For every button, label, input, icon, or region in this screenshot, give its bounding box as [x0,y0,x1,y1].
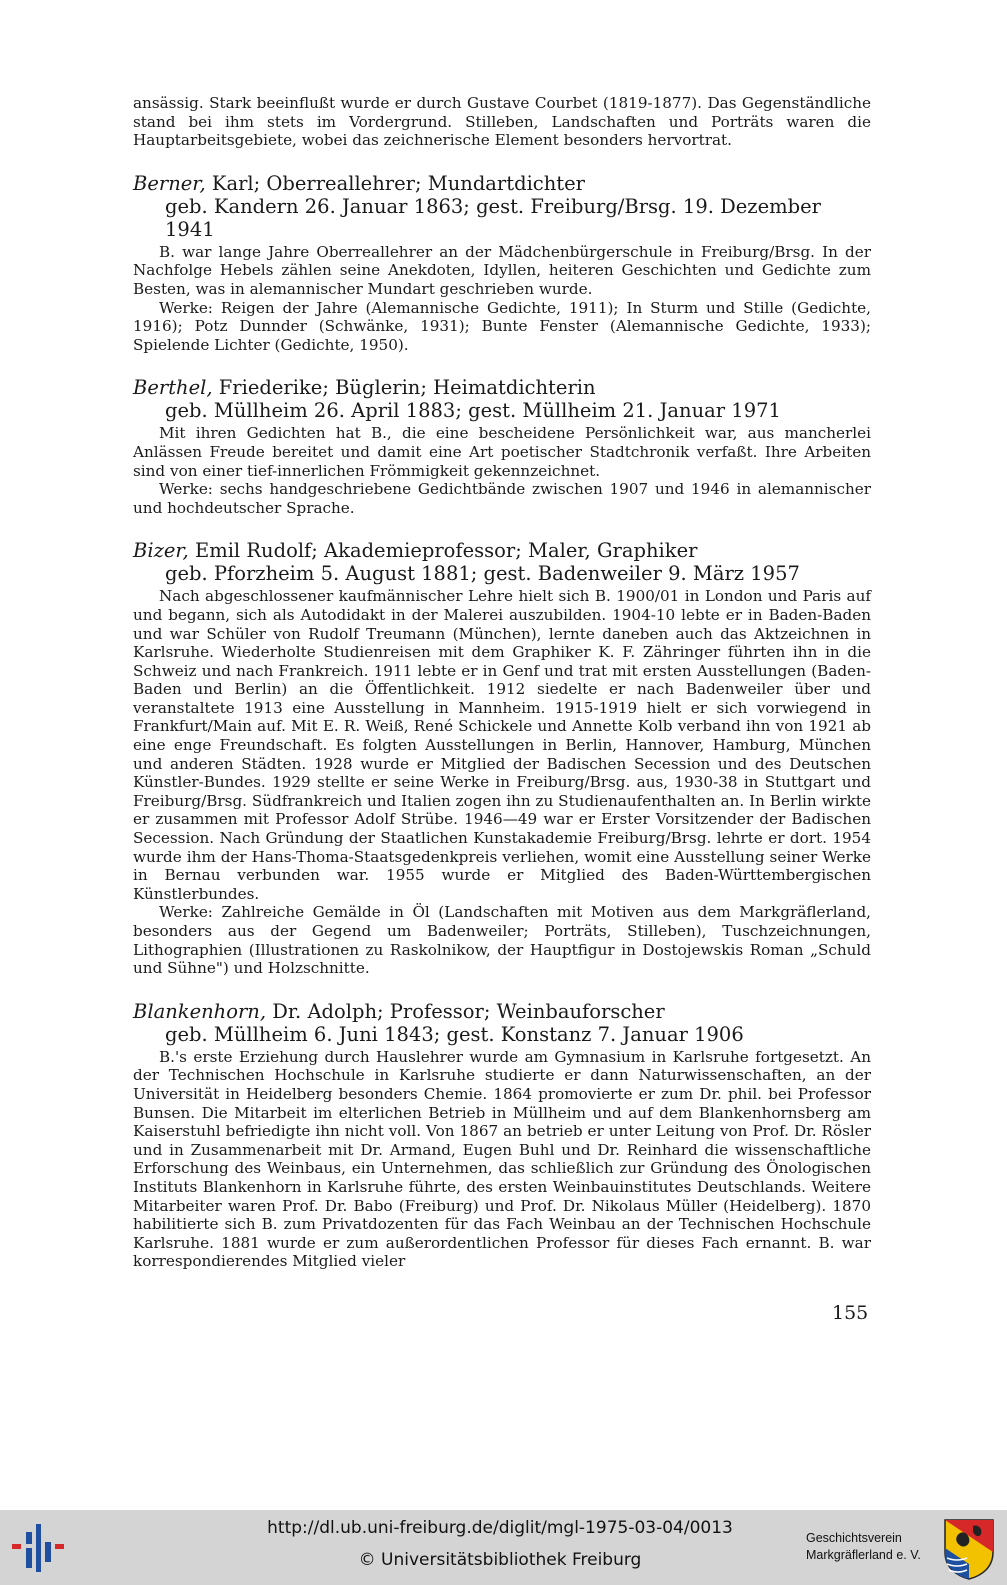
entry-works: Werke: Zahlreiche Gemälde in Öl (Landschaften mit Motiven aus dem Markgräflerland, besonders aus der Gegend um Badenweiler; Porträts, Stilleben), Tuschzeichnungen, Lithographien (Illustrationen zu Raskolnikow, der Hauptfigur in Dostojewskis Roman „Schuld und Sühne") und Holzschnitte. [133,903,871,978]
entry-surname: Berthel, [133,376,213,400]
entry-berner [133,172,871,355]
society-line-1: Geschichtsverein [806,1531,902,1545]
entry-paragraph: Nach abgeschlossener kaufmännischer Lehre hielt sich B. 1900/01 in London und Paris auf und begann, sich als Autodidakt in der Malerei auszubilden. 1904-10 lebte er in Baden-Baden und war Schüler von Rudolf Treumann (München), lernte daneben auch das Aktzeichnen in Karlsruhe. Wiederholte Studienreisen mit dem Graphiker K. F. Zähringer führten ihn in die Schweiz und nach Frankreich. 1911 lebte er in Genf und trat mit ersten Ausstellungen (Baden-Baden und Berlin) an die Öffentlichkeit. 1912 siedelte er nach Badenweiler über und veranstaltete 1913 eine Ausstellung in Mannheim. 1915-1919 hielt er sich vorwiegend in Frankfurt/Main auf. Mit E. R. Weiß, René Schickele und Annette Kolb verband ihn von 1921 ab eine enge Freundschaft. Es folgten Ausstellungen in Berlin, Hannover, Hamburg, München und anderen Städten. 1928 wurde er Mitglied der Badischen Secession und des Deutschen Künstler-Bundes. 1929 stellte er seine Werke in Freiburg/Brsg. aus, 1930-38 in Stuttgart und Freiburg/Brsg. Südfrankreich und Italien zogen ihn zu Studienaufenthalten an. In Berlin wirkte er zusammen mit Professor Adolf Strübe. 1946—49 war er Erster Vorsitzender der Badischen Secession. Nach Gründung der Staatlichen Kunstakademie Freiburg/Brsg. lehrte er dort. 1954 wurde ihm der Hans-Thoma-Staatsgedenkpreis verliehen, womit eine Ausstellung seiner Werke in Bernau verbunden war. 1955 wurde er Mitglied des Baden-Württembergischen Künstlerbundes. [133,587,871,903]
entry-heading [133,172,871,195]
society-line-2: Markgräflerland e. V. [806,1548,921,1562]
page-number: 155 [832,1302,869,1324]
entry-paragraph: B. war lange Jahre Oberreallehrer an der Mädchenbürgerschule in Freiburg/Brsg. In der Nachfolge Hebels zählen seine Anekdoten, Idyllen, heiteren Geschichten und Gedichte zum Besten, was in alemannischer Mundart geschrieben wurde. [133,242,871,298]
entry-works: Werke: sechs handgeschriebene Gedichtbände zwischen 1907 und 1946 in alemannischer und hochdeutscher Sprache. [133,480,871,517]
entry-paragraph: Mit ihren Gedichten hat B., die eine bescheidene Persönlichkeit war, aus mancherlei Anlässen Freude bereitet und damit eine Art poetischer Stadtchronik verfaßt. Ihre Arbeiten sind von einer tief-innerlichen Frömmigkeit gekennzeichnet. [133,424,871,480]
entry-paragraph: B.'s erste Erziehung durch Hauslehrer wurde am Gymnasium in Karlsruhe fortgesetzt. An der Technischen Hochschule in Karlsruhe studierte er dann Naturwissenschaften, an der Universität in Heidelberg besonders Chemie. 1864 promovierte er zum Dr. phil. bei Professor Bunsen. Die Mitarbeit im elterlichen Betrieb in Müllheim und auf dem Blankenhornsberg am Kaiserstuhl befriedigte ihn nicht voll. Von 1867 an betrieb er unter Leitung von Prof. Dr. Rösler und in Zusammenarbeit mit Dr. Armand, Eugen Buhl und Dr. Reinhard die wissenschaftliche Erforschung des Weinbaus, ein Unternehmen, das schließlich zur Gründung des Önologischen Instituts Blankenhorn in Karlsruhe führte, des ersten Weinbauinstitutes Deutschlands. Weitere Mitarbeiter waren Prof. Dr. Babo (Freiburg) und Prof. Dr. Nikolaus Müller (Heidelberg). 1870 habilitierte sich B. zum Privatdozenten für das Fach Weinbau an der Technischen Hochschule Karlsruhe. 1881 wurde er zum außerordentlichen Professor für dieses Fach ernannt. B. war korrespondierendes Mitglied vieler [133,1047,871,1271]
entry-heading [133,1000,871,1023]
page-content [133,94,871,1271]
entry-heading-rest: Dr. Adolph; Professor; Weinbauforscher [266,999,665,1023]
entry-dates: geb. Müllheim 6. Juni 1843; gest. Konstanz 7. Januar 1906 [165,1022,744,1046]
entry-heading-rest: Friederike; Büglerin; Heimatdichterin [212,376,596,400]
entry-bizer [133,539,871,977]
document-url-link[interactable]: http://dl.ub.uni-freiburg.de/diglit/mgl-1975-03-04/0013 [267,1518,733,1538]
entry-surname: Bizer, [133,539,189,563]
entry-works: Werke: Reigen der Jahre (Alemannische Gedichte, 1911); In Sturm und Stille (Gedichte, 1916); Potz Dunnder (Schwänke, 1931); Bunte Fenster (Alemannische Gedichte, 1933); Spielende Lichter (Gedichte, 1950). [133,298,871,354]
entry-heading [133,376,871,399]
footer-bar [0,1510,1007,1585]
entry-dates: geb. Kandern 26. Januar 1863; gest. Freiburg/Brsg. 19. Dezember 1941 [165,194,821,241]
entry-dates: geb. Müllheim 26. April 1883; gest. Müllheim 21. Januar 1971 [165,399,781,423]
entry-berthel [133,376,871,517]
entry-heading-rest: Emil Rudolf; Akademieprofessor; Maler, Graphiker [188,539,698,563]
copyright-text: © Universitätsbibliothek Freiburg [358,1550,642,1570]
coat-of-arms-icon [943,1518,995,1580]
entry-surname: Blankenhorn, [133,999,267,1023]
entry-blankenhorn [133,1000,871,1271]
intro-paragraph: ansässig. Stark beeinflußt wurde er durch Gustave Courbet (1819-1877). Das Gegenständliche stand bei ihm stets im Vordergrund. Stilleben, Landschaften und Porträts waren die Hauptarbeitsgebiete, wobei das zeichnerische Element besonders hervortrat. [133,94,871,150]
digital-library-logo-icon [12,1524,64,1572]
entry-surname: Berner, [133,171,206,195]
entry-heading-rest: Karl; Oberreallehrer; Mundartdichter [205,171,585,195]
society-name [806,1530,921,1564]
entry-heading [133,539,871,562]
entry-dates: geb. Pforzheim 5. August 1881; gest. Badenweiler 9. März 1957 [165,562,800,586]
